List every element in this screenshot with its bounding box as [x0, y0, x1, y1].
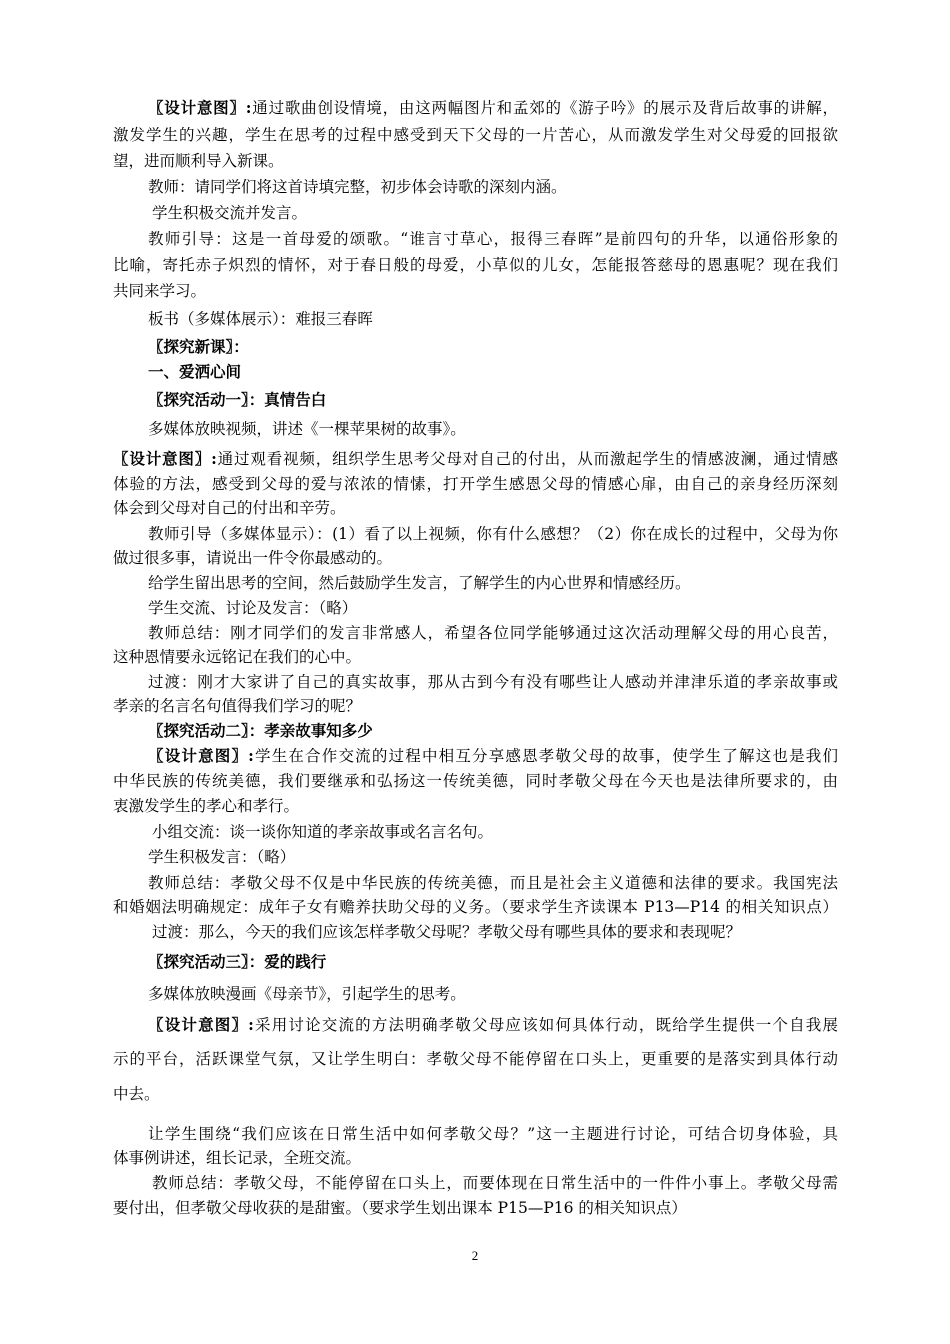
page-number: 2 — [471, 1248, 479, 1263]
paragraph-line: 教师总结：孝敬父母不仅是中华民族的传统美德，而且是社会主义道德和法律的要求。我国宪法 — [148, 874, 838, 892]
paragraph-line: 过渡：刚才大家讲了自己的真实故事，那从古到今有没有哪些让人感动并津津乐道的孝亲故事或 — [148, 673, 838, 691]
paragraph-line: 中去。 — [113, 1085, 160, 1103]
paragraph-line: 和婚姻法明确规定：成年子女有赡养扶助父母的义务。（要求学生齐读课本 P13—P14 的相关知识点） — [113, 898, 838, 916]
section-heading-explore: 〖探究新课〗： — [148, 337, 249, 356]
paragraph-line: 体验的方法，感受到父母的爱与浓浓的情愫，打开学生感恩父母的情感心扉，由自己的亲身经历深刻 — [113, 475, 838, 493]
paragraph-line: 教师总结：刚才同学们的发言非常感人，希望各位同学能够通过这次活动理解父母的用心良苦， — [148, 624, 838, 642]
paragraph-text: 通过观看视频，组织学生思考父母对自己的付出，从而激起学生的情感波澜，通过情感 — [216, 450, 838, 468]
paragraph-line: 比喻，寄托赤子炽烈的情怀，对于春日般的母爱，小草似的儿女，怎能报答慈母的恩惠呢？现在我们 — [113, 256, 838, 274]
paragraph-line: 教师引导（多媒体显示）：(1）看了以上视频，你有什么感想？（2）你在成长的过程中，父母为你 — [148, 525, 838, 543]
paragraph-line: 共同来学习。 — [113, 282, 207, 300]
paragraph-text: 通过歌曲创设情境，由这两幅图片和孟郊的《游子吟》的展示及背后故事的讲解， — [251, 99, 838, 117]
paragraph-line: 示的平台，活跃课堂气氛，又让学生明白：孝敬父母不能停留在口头上，更重要的是落实到具体行动 — [113, 1050, 838, 1068]
activity-1-heading: 〖探究活动一〗：真情告白 — [148, 390, 327, 409]
paragraph-line: 望，进而顺利导入新课。 — [113, 152, 284, 170]
paragraph-line: 体事例讲述，组长记录，全班交流。 — [113, 1149, 362, 1167]
paragraph-line: 学生交流、讨论及发言：（略） — [148, 599, 358, 617]
activity-3-heading: 〖探究活动三〗：爱的践行 — [148, 952, 327, 971]
design-intent-4-line-1 — [148, 1014, 838, 1036]
paragraph-line: 学生积极发言：（略） — [148, 848, 296, 866]
section-heading-1: 一、爱洒心间 — [148, 362, 242, 381]
paragraph-line: 教师：请同学们将这首诗填完整，初步体会诗歌的深刻内涵。 — [148, 178, 567, 196]
paragraph-line: 做过很多事，请说出一件令你最感动的。 — [113, 549, 393, 567]
paragraph-line: 小组交流：谈一谈你知道的孝亲故事或名言名句。 — [152, 823, 494, 841]
paragraph-line: 孝亲的名言名句值得我们学习的呢？ — [113, 697, 362, 715]
design-intent-3-line-1 — [148, 745, 838, 767]
paragraph-line: 让学生围绕“我们应该在日常生活中如何孝敬父母？”这一主题进行讨论，可结合切身体验，具 — [148, 1125, 838, 1143]
paragraph-line: 给学生留出思考的空间，然后鼓励学生发言，了解学生的内心世界和情感经历。 — [148, 574, 691, 592]
paragraph-line: 要付出，但孝敬父母收获的是甜蜜。（要求学生划出课本 P15—P16 的相关知识点） — [113, 1199, 687, 1217]
design-intent-label: 〖设计意图〗: — [148, 98, 252, 117]
paragraph-text: 采用讨论交流的方法明确孝敬父母应该如何具体行动，既给学生提供一个自我展 — [253, 1016, 838, 1034]
design-intent-2-line-1 — [113, 448, 838, 470]
blackboard-heading: 板书（多媒体展示）：难报三春晖 — [148, 310, 373, 328]
paragraph-line: 教师引导：这是一首母爱的颂歌。“谁言寸草心，报得三春晖”是前四句的升华，以通俗形象的 — [148, 230, 838, 248]
design-intent-1-line-1 — [148, 97, 838, 119]
paragraph-text: 学生在合作交流的过程中相互分享感恩孝敬父母的故事，使学生了解这也是我们 — [253, 747, 838, 765]
paragraph-line: 学生积极交流并发言。 — [152, 204, 308, 222]
paragraph-line: 多媒体放映漫画《母亲节》，引起学生的思考。 — [148, 985, 466, 1003]
paragraph-line: 衷激发学生的孝心和孝行。 — [113, 797, 300, 815]
paragraph-line: 中华民族的传统美德，我们要继承和弘扬这一传统美德，同时孝敬父母在今天也是法律所要求的，由 — [113, 772, 838, 790]
design-intent-label: 〖设计意图〗: — [148, 1015, 254, 1034]
activity-2-heading: 〖探究活动二〗：孝亲故事知多少 — [148, 721, 373, 740]
paragraph-line: 多媒体放映视频，讲述《一棵苹果树的故事》。 — [148, 420, 466, 438]
design-intent-label: 〖设计意图〗: — [113, 449, 217, 468]
paragraph-line: 体会到父母对自己的付出和辛劳。 — [113, 499, 346, 517]
paragraph-line: 激发学生的兴趣，学生在思考的过程中感受到天下父母的一片苦心，从而激发学生对父母爱的回报欲 — [113, 126, 838, 144]
paragraph-line: 过渡：那么，今天的我们应该怎样孝敬父母呢？孝敬父母有哪些具体的要求和表现呢？ — [152, 923, 742, 941]
design-intent-label: 〖设计意图〗: — [148, 746, 254, 765]
paragraph-line: 这种恩情要永远铭记在我们的心中。 — [113, 648, 362, 666]
paragraph-line: 教师总结：孝敬父母，不能停留在口头上，而要体现在日常生活中的一件件小事上。孝敬父母需 — [152, 1174, 838, 1192]
